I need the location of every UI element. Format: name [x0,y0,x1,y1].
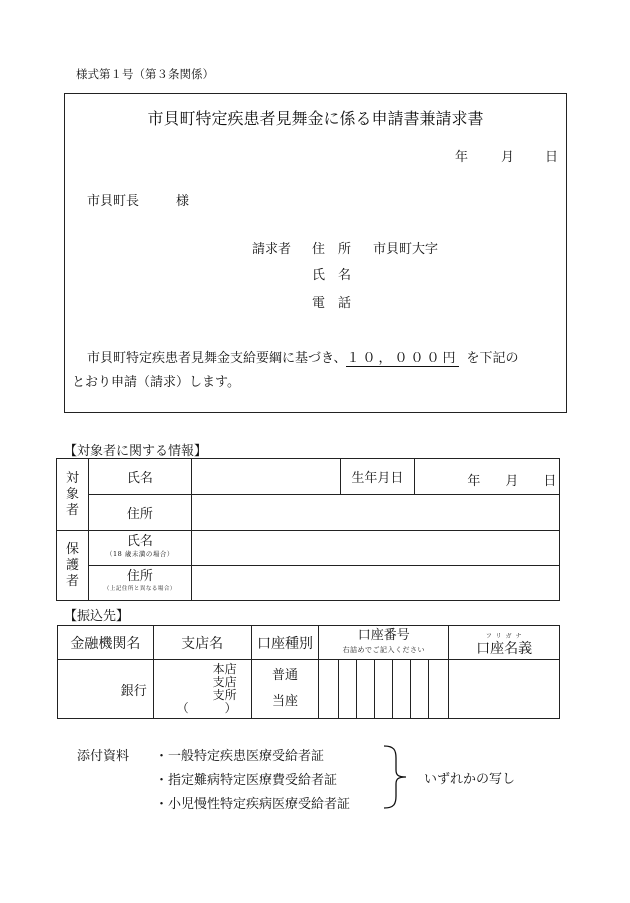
body-prefix: 市貝町特定疾患者見舞金支給要綱に基づき、 [87,351,347,366]
birthdate-field[interactable] [415,459,560,495]
section-bank-heading: 【振込先】 [64,609,130,624]
body-line2: とおり申請（請求）します。 [72,375,240,390]
guardian-address-note: （上記住所と異なる場合） [103,586,176,592]
right-brace-icon [380,744,420,810]
branch-header: 支店名 [153,626,251,660]
subject-label: 対 象 者 [65,470,79,518]
account-digit[interactable] [339,660,357,719]
date-month: 月 [501,150,515,165]
account-digit[interactable] [357,660,375,719]
account-type-header: 口座種別 [251,626,319,660]
target-table [56,458,560,601]
applicant-address-label: 住 所 [312,242,352,257]
type-current[interactable]: 当座 [272,694,299,710]
account-digit[interactable] [375,660,393,719]
page-title: 市貝町特定疾患者見舞金に係る申請書兼請求書 [147,109,484,128]
branch-option-sub: 支所 [212,688,237,703]
account-number-header [319,626,449,660]
guardian-name-label: 氏名 [126,534,153,549]
branch-other: （ ） [176,701,237,716]
applicant-name-label: 氏 名 [312,268,352,283]
subject-address-label: 住所 [88,495,191,531]
birthdate-label: 生年月日 [340,459,415,495]
account-holder-ruby: フ リ ガ ナ [485,632,523,640]
birth-day: 日 [543,473,557,489]
account-number-label: 口座番号 [357,627,410,643]
guardian-address-label-cell [88,566,191,601]
subject-address-field[interactable] [191,495,559,531]
addressee-honorific: 様 [176,194,190,209]
guardian-address-label: 住所 [126,569,153,584]
body-amount: １０，０００円 [346,351,459,366]
body-suffix: を下記の [466,351,519,366]
birth-year: 年 [467,473,481,489]
guardian-label-cell [57,531,89,601]
account-digit[interactable] [393,660,411,719]
attachment-item-2: ・指定難病特定医療費受給者証 [155,773,338,788]
applicant-phone-label: 電 話 [312,296,352,311]
applicant-label: 請求者 [252,242,292,257]
form-number: 様式第１号（第３条関係） [76,67,214,81]
bank-name-field[interactable] [58,660,154,719]
guardian-label: 保 護 者 [65,541,79,589]
subject-label-cell [57,459,89,531]
guardian-name-label-cell [88,531,191,566]
attachment-item-1: ・一般特定疾患医療受給者証 [155,749,325,764]
subject-name-field[interactable] [191,459,340,495]
applicant-address-value[interactable]: 市貝町大字 [373,242,439,257]
bank-suffix: 銀行 [120,683,147,699]
addressee-name: 市貝町長 [87,194,140,209]
body-line1 [87,347,519,366]
subject-name-label: 氏名 [88,459,191,495]
attachment-item-3: ・小児慢性特定疾病医療受給者証 [155,797,351,812]
guardian-address-field[interactable] [191,566,559,601]
attachments-label: 添付資料 [77,749,130,764]
account-holder-header [449,626,560,660]
type-ordinary[interactable]: 普通 [272,668,299,684]
attachments-note: いずれかの写し [424,772,516,787]
account-holder-label: 口座名義 [476,640,533,657]
branch-option-branch: 支店 [212,675,237,690]
bank-table [57,625,560,719]
guardian-name-field[interactable] [191,531,559,566]
date-day: 日 [545,150,559,165]
date-year: 年 [455,150,469,165]
account-digit[interactable] [411,660,429,719]
account-type-field[interactable] [251,660,319,719]
section-target-heading: 【対象者に関する情報】 [64,444,208,459]
bank-name-header: 金融機関名 [58,626,154,660]
branch-option-main: 本店 [212,662,237,677]
guardian-name-note: （18 歳未満の場合） [105,550,174,558]
account-digit[interactable] [429,660,449,719]
account-holder-field[interactable] [449,660,560,719]
account-digit[interactable] [319,660,339,719]
account-number-note: 右詰めでご記入ください [342,645,426,654]
birth-month: 月 [505,473,519,489]
branch-field[interactable] [153,660,251,719]
